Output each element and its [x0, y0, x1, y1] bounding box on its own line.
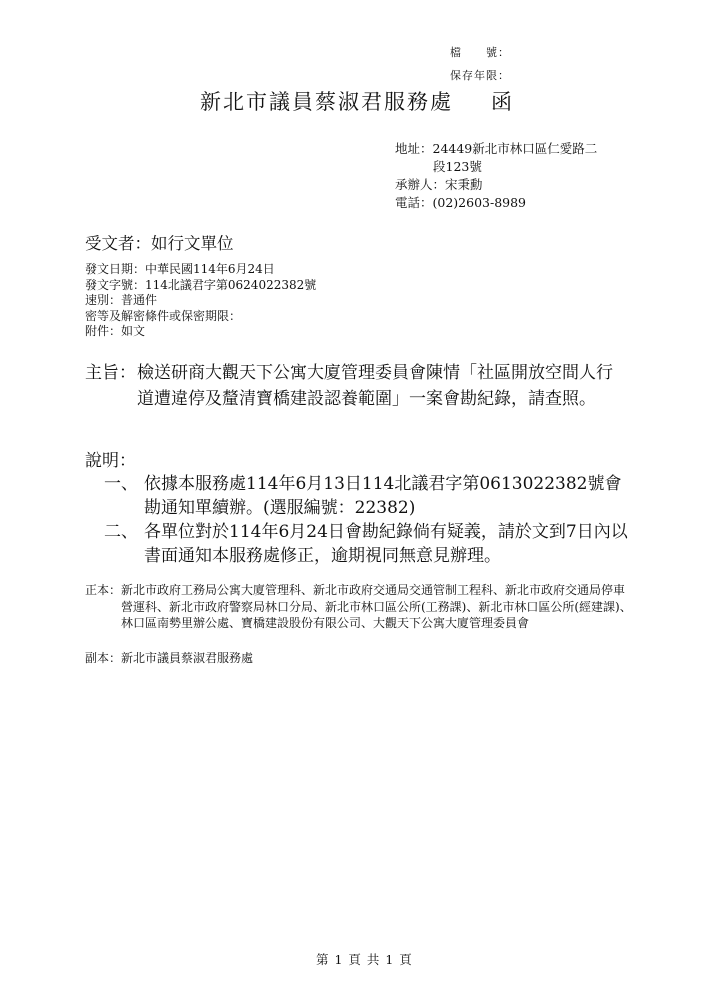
document-type: 函	[491, 90, 514, 114]
main-distribution-list: 新北市政府工務局公寓大廈管理科、新北市政府交通局交通管制工程科、新北市政府交通局停車營運科、新北市政府警察局林口分局、新北市林口區公所(工務課)、新北市林口區公所(經建課)、林口區南勢里辦公處、寶橋建設股份有限公司、大觀天下公寓大廈管理委員會	[121, 583, 632, 630]
document-meta	[85, 262, 316, 340]
address-block	[395, 140, 597, 212]
security-level: 密等及解密條件或保密期限：	[85, 308, 242, 323]
copy-distribution-list: 新北市議員蔡淑君服務處	[121, 651, 254, 665]
issuing-organization: 新北市議員蔡淑君服務處	[200, 90, 453, 114]
explanation-item-1-text: 依據本服務處114年6月13日114北議君字第0613022382號會勘通知單續辦。(選服編號：22382)	[144, 474, 622, 518]
address-line-1: 地址：24449新北市林口區仁愛路二	[395, 141, 598, 156]
file-number-label: 檔 號：	[450, 46, 510, 59]
phone: 電話：(02)2603-8989	[395, 195, 527, 210]
explanation-label: 說明：	[85, 451, 136, 471]
explanation-item-2-number: 二、	[104, 522, 138, 542]
retention-period-label: 保存年限：	[450, 69, 510, 82]
handler: 承辦人：宋秉勳	[395, 177, 483, 192]
address-line-2: 段123號	[433, 159, 482, 174]
reference-number: 發文字號：114北議君字第0624022382號	[85, 277, 317, 292]
page-number: 第 1 頁 共 1 頁	[316, 952, 413, 967]
main-distribution-label: 正本：	[85, 583, 122, 597]
document-title	[200, 86, 514, 116]
explanation-item-1-number: 一、	[104, 474, 138, 494]
recipient: 受文者：如行文單位	[85, 234, 234, 253]
attachment: 附件：如文	[85, 324, 146, 338]
subject-label: 主旨：	[85, 363, 136, 383]
delivery-speed: 速別：普通件	[85, 293, 158, 307]
copy-distribution-label: 副本：	[85, 651, 122, 665]
subject-text: 檢送研商大觀天下公寓大廈管理委員會陳情「社區開放空間人行道遭違停及釐清寶橋建設認養範圍」一案會勘紀錄，請查照。	[137, 363, 613, 409]
issue-date: 發文日期：中華民國114年6月24日	[85, 262, 275, 276]
explanation-item-2-text: 各單位對於114年6月24日會勘紀錄倘有疑義，請於文到7日內以書面通知本服務處修正，逾期視同無意見辦理。	[144, 522, 628, 566]
